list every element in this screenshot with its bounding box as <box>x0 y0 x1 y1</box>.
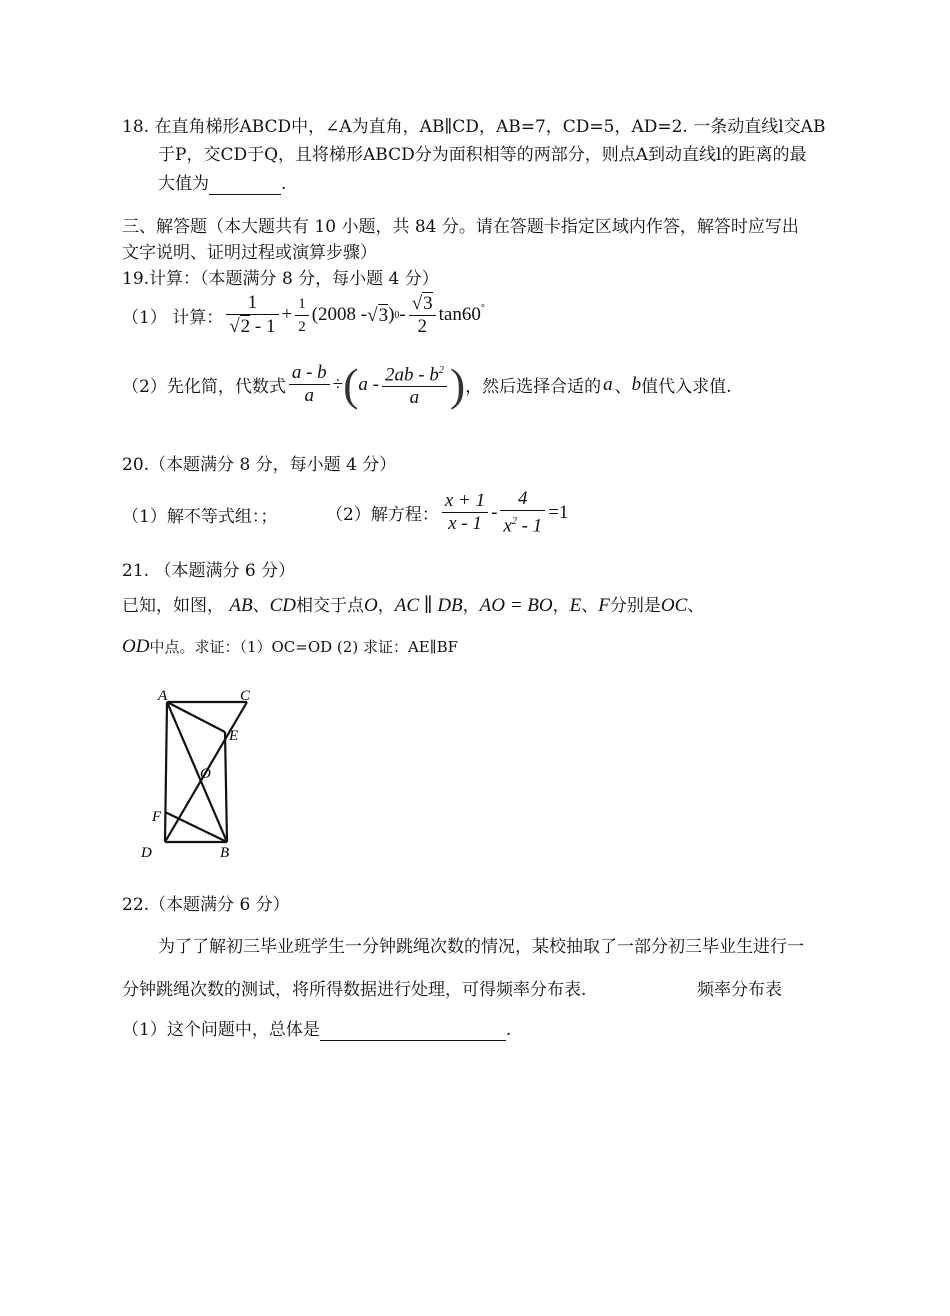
math-var: F <box>598 595 610 616</box>
den-tail: - 1 <box>250 316 276 337</box>
label-F: F <box>152 809 162 825</box>
geometry-figure <box>130 680 270 865</box>
fraction-numerator <box>382 360 447 386</box>
text: 、 <box>687 596 705 616</box>
text: 分别是 <box>609 596 661 616</box>
fraction-denominator <box>500 510 545 537</box>
q18-line3 <box>158 169 286 195</box>
q18-line3-text: 大值为 <box>158 174 209 194</box>
section3-heading-cont: 文字说明、证明过程或演算步骤） <box>122 243 377 263</box>
q20-part1: （1）解不等式组：； <box>122 507 278 527</box>
fraction-numerator: x + 1 <box>444 490 486 512</box>
q19-part2 <box>122 360 732 409</box>
label-C: C <box>240 688 251 704</box>
q22-sub1-text: （1）这个问题中，总体是 <box>122 1020 320 1040</box>
text: ， <box>377 596 395 616</box>
fraction <box>289 362 330 407</box>
label-B: B <box>220 845 230 861</box>
q20-part2 <box>326 488 568 537</box>
q19-part1-label: （1） 计算： <box>122 307 224 328</box>
fraction-half <box>295 293 309 338</box>
q19-part2-tail: ，然后选择合适的 <box>465 377 602 398</box>
answer-blank[interactable] <box>320 1020 506 1041</box>
left-paren: ( <box>343 358 359 410</box>
divide-sign: ÷ <box>332 373 344 395</box>
q21-line1 <box>122 591 704 617</box>
radicand: 2 <box>240 316 251 337</box>
paren-close: ) <box>388 304 395 325</box>
a-minus: a - <box>358 373 379 395</box>
q22-line2: 分钟跳绳次数的测试，将所得数据进行处理，可得频率分布表. <box>122 980 587 1000</box>
label-E: E <box>229 728 239 744</box>
fraction <box>226 292 278 338</box>
segment-AB <box>167 702 227 842</box>
math-var: O <box>364 595 378 616</box>
fraction-numerator: √3 <box>411 293 433 314</box>
text: 、 <box>581 596 599 616</box>
exponent: 2 <box>438 365 444 376</box>
minus-sign: - <box>491 501 498 523</box>
math-var: OD <box>122 636 150 657</box>
math-expr: AO = BO <box>479 595 553 616</box>
text: 、 <box>252 596 270 616</box>
q22-sub1 <box>122 1015 511 1041</box>
q20-header: 20.（本题满分 8 分，每小题 4 分） <box>122 455 397 475</box>
segment-AE <box>167 702 225 732</box>
fraction-denominator: a <box>289 384 330 407</box>
math-var: E <box>569 595 582 616</box>
text: ， <box>552 596 570 616</box>
fraction-denominator: 2 <box>295 315 309 338</box>
q21-header: 21. （本题满分 6 分） <box>122 561 296 581</box>
right-paren: ) <box>449 358 466 410</box>
var-a: a <box>603 373 613 395</box>
numerator-text: 2ab - b <box>385 364 439 386</box>
tan-term: tan60 <box>438 304 481 325</box>
radicand: 3 <box>378 304 389 326</box>
label-A: A <box>158 688 168 704</box>
text: 已知，如图， <box>122 596 224 616</box>
degree-sign: ° <box>480 302 485 314</box>
fraction-denominator: a <box>382 386 447 409</box>
fraction-numerator: 4 <box>518 488 528 509</box>
radicand: 3 <box>423 293 433 314</box>
exponent: 0 <box>394 309 400 321</box>
fraction-denominator: 2 <box>409 315 436 338</box>
q18-line3-end: . <box>281 174 287 194</box>
math-var: AB <box>229 595 253 616</box>
fraction <box>382 360 447 409</box>
q22-sub1-end: . <box>505 1020 512 1040</box>
text: ， <box>462 596 480 616</box>
label-D: D <box>141 845 152 861</box>
equals-one: =1 <box>548 501 569 523</box>
fraction-sqrt3-over-2 <box>409 292 436 338</box>
label-O: O <box>200 766 211 782</box>
q18-line2: 于P，交CD于Q，且将梯形ABCD分为面积相等的两部分，则点A到动直线l的距离的最 <box>158 145 807 165</box>
q19-part2-label: （2）先化简，代数式 <box>122 377 286 398</box>
section3-heading: 三、解答题（本大题共有 10 小题，共 84 分。请在答题卡指定区域内作答，解答时应写出 <box>122 217 799 237</box>
q22-header: 22.（本题满分 6 分） <box>122 895 290 915</box>
math-var: CD <box>269 595 297 616</box>
text: 中点。求证：（1）OC=OD (2) 求证：AE∥BF <box>149 638 459 656</box>
den-tail: - 1 <box>516 515 543 537</box>
plus-sign: + <box>281 304 293 325</box>
fraction-numerator: 1 <box>298 295 306 312</box>
fraction-denominator: x - 1 <box>442 512 488 535</box>
q19-header: 19.计算：（本题满分 8 分，每小题 4 分） <box>122 269 439 289</box>
var-b: b <box>631 373 642 395</box>
q19-part1 <box>122 292 485 338</box>
separator: 、 <box>614 377 632 398</box>
answer-blank[interactable] <box>209 174 281 195</box>
math-expr: AC ∥ DB <box>394 595 463 616</box>
fraction-numerator: 1 <box>247 292 258 313</box>
fraction-denominator: √2 - 1 <box>226 314 278 338</box>
text: 相交于点 <box>296 596 365 616</box>
table-title: 频率分布表 <box>697 980 782 1000</box>
fraction <box>500 488 545 537</box>
fraction <box>442 490 488 535</box>
fraction-numerator: a - b <box>291 362 327 384</box>
sqrt-3: √3 <box>367 304 389 326</box>
segment-BE-side <box>225 732 227 842</box>
q20-part2-label: （2）解方程： <box>326 505 439 526</box>
minus-sign: - <box>399 304 406 325</box>
math-var: OC <box>660 595 688 616</box>
q21-line2 <box>122 636 458 658</box>
exponent: 2 <box>511 516 517 527</box>
q22-line1: 为了了解初三毕业班学生一分钟跳绳次数的情况，某校抽取了一部分初三毕业生进行一 <box>158 937 804 957</box>
segment-AD <box>165 702 167 842</box>
q18-line1: 18. 在直角梯形ABCD中，∠A为直角，AB∥CD，AB=7，CD=5，AD=2. 一条动直线l交AB <box>122 117 826 137</box>
q19-part2-end: 值代入求值. <box>641 377 732 398</box>
paren-open: (2008 - <box>311 304 368 325</box>
den-var: x <box>503 515 512 537</box>
